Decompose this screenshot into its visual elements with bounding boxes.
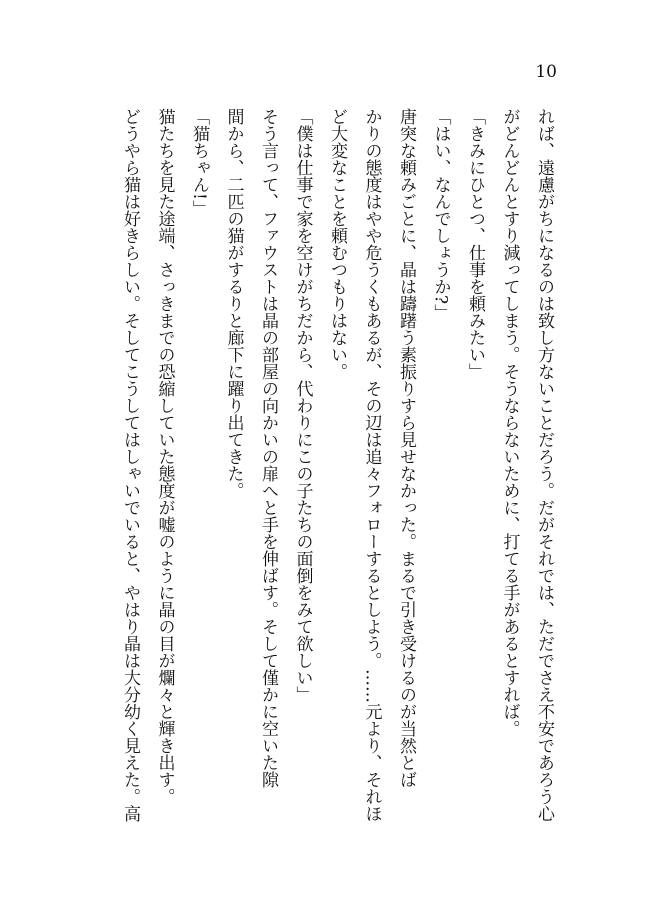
text-line: 猫たちを見た途端、さっきまでの恐縮していた態度が嘘のように晶の目が爛々と輝き出す。	[154, 108, 175, 805]
text-line: がどんどんとすり減ってしまう。そうならないために、打てる手があるとすれば。	[499, 108, 520, 737]
dialogue-line: 「僕は仕事で家を空けがちだから、代わりにこの子たちの面倒をみて欲しい」	[292, 108, 313, 703]
dialogue-line: 「はい、なんでしょうか?」	[430, 108, 451, 322]
text-line: れば、遠慮がちになるのは致し方ないことだろう。だがそれでは、ただでさえ不安であろう心	[534, 108, 554, 822]
body-text	[113, 108, 562, 843]
text-line: そう言って、ファウストは晶の部屋の向かいの扉へと手を伸ばす。そして僅かに空いた隙	[258, 108, 278, 788]
text-line: 間から、二匹の猫がするりと廊下に躍り出てきた。	[223, 108, 244, 499]
text-line: ど大変なことを頼むつもりはない。	[327, 108, 347, 380]
dialogue-line: 「きみにひとつ、仕事を頼みたい」	[465, 108, 485, 380]
text-line: どうやら猫は好きらしい。そしてこうしてはしゃいでいると、やはり晶は大分幼く見えた。高	[120, 108, 140, 822]
text-line: 唐突な頼みごとに、晶は躊躇う素振りすら見せなかった。まるで引き受けるのが当然とば	[396, 108, 416, 788]
page-number: 10	[535, 62, 557, 82]
text-line: かりの態度はやや危うくもあるが、その辺は追々フォローするとしよう。……元より、それほ	[361, 108, 382, 822]
dialogue-line: 「猫ちゃん!」	[189, 108, 209, 217]
